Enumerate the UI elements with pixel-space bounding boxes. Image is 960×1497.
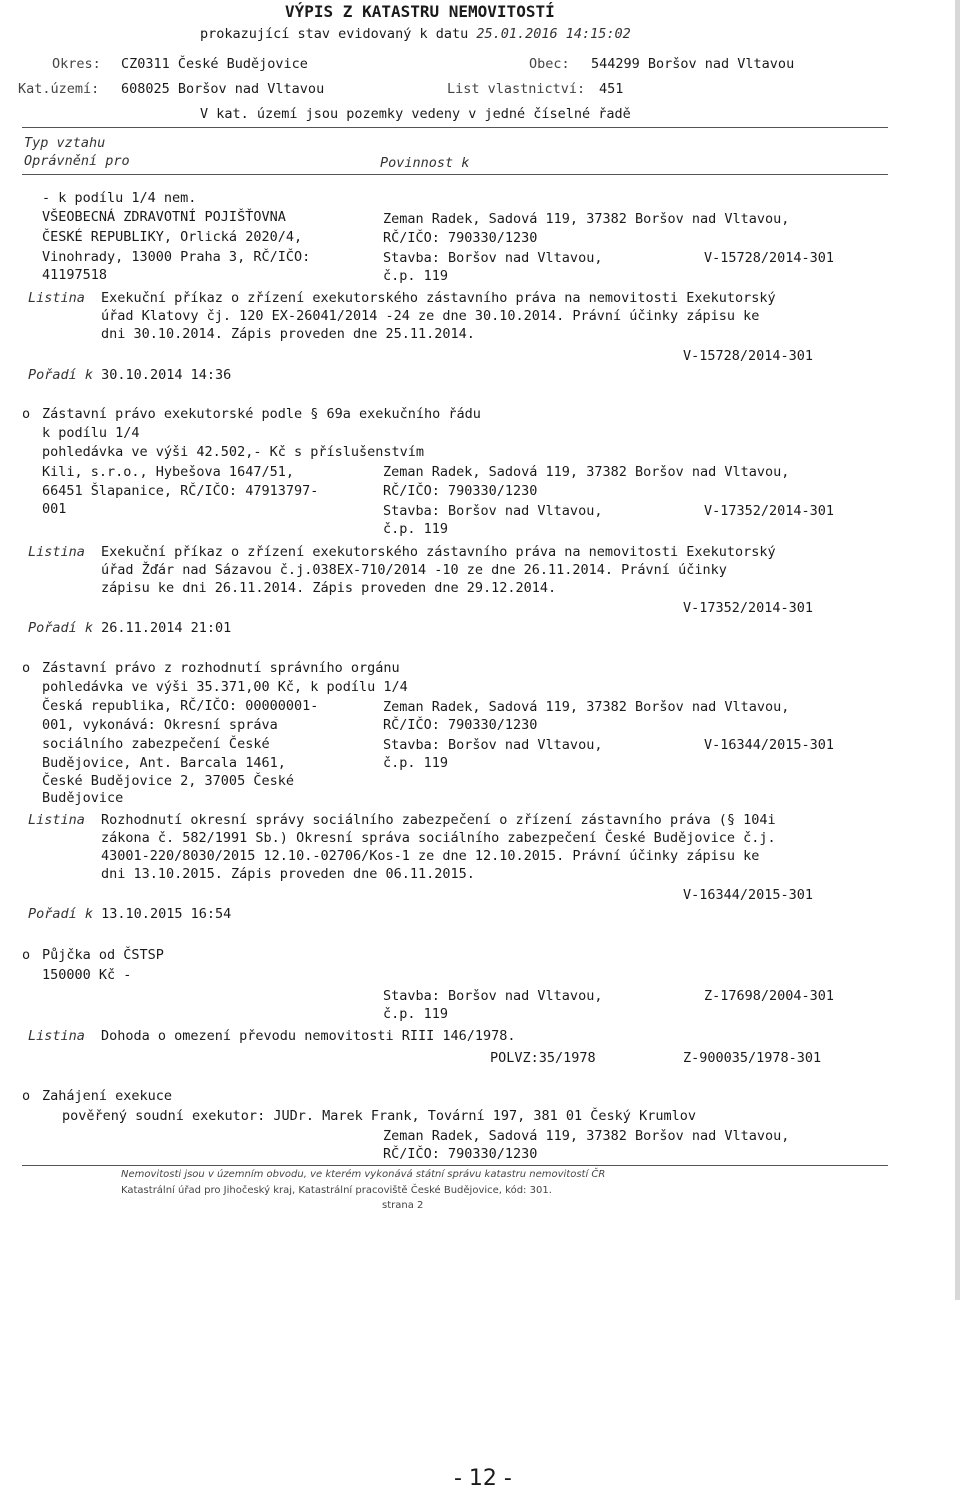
listina-text: Exekuční příkaz o zřízení exekutorského zástavního práva na nemovitosti Exekutorský xyxy=(101,544,776,560)
listina-text: úřad Klatovy čj. 120 EX-26041/2014 -24 ze dne 30.10.2014. Právní účinky zápisu ke xyxy=(101,308,760,324)
entry-party-right: Zeman Radek, Sadová 119, 37382 Boršov nad Vltavou, xyxy=(383,211,790,227)
listina-text: zápisu ke dni 26.11.2014. Zápis proveden dne 29.12.2014. xyxy=(101,580,557,596)
bullet-icon: o xyxy=(22,660,31,676)
katuzemi-value: 608025 Boršov nad Vltavou xyxy=(121,81,325,97)
entry-party-right: Zeman Radek, Sadová 119, 37382 Boršov nad Vltavou, xyxy=(383,1128,790,1144)
entry-party-left: Česká republika, RČ/IČO: 00000001- xyxy=(42,698,319,714)
entry-party-right: č.p. 119 xyxy=(383,521,449,537)
listina-label: Listina xyxy=(28,1028,85,1044)
okres-value: CZ0311 České Budějovice xyxy=(121,56,308,72)
column-typ-vztahu: Typ vztahu xyxy=(24,135,106,151)
entry-party-left: 001 xyxy=(42,501,67,517)
subtitle-date: 25.01.2016 14:15:02 xyxy=(476,26,631,42)
entry-party-left: České Budějovice 2, 37005 České xyxy=(42,773,294,789)
entry-party-left: Vinohrady, 13000 Praha 3, RČ/IČO: xyxy=(42,249,311,265)
listina-text: úřad Žďár nad Sázavou č.j.038EX-710/2014 -10 ze dne 26.11.2014. Právní účinky xyxy=(101,562,727,578)
divider xyxy=(22,1165,888,1166)
entry-heading: 150000 Kč - xyxy=(42,967,132,983)
poradi-value: 30.10.2014 14:36 xyxy=(101,367,232,383)
entry-party-left: ČESKÉ REPUBLIKY, Orlická 2020/4, xyxy=(42,229,303,245)
entry-party-left: Budějovice xyxy=(42,790,124,806)
polvz: POLVZ:35/1978 xyxy=(490,1050,596,1066)
entry-party-left: 66451 Šlapanice, RČ/IČO: 47913797- xyxy=(42,483,319,499)
entry-party-left: sociálního zabezpečení České xyxy=(42,736,270,752)
poradi xyxy=(28,905,231,923)
entry-party-right: Stavba: Boršov nad Vltavou, xyxy=(383,988,603,1004)
entry-heading: Zástavní právo exekutorské podle § 69a exekučního řádu xyxy=(42,406,481,422)
scan-edge xyxy=(955,0,960,1300)
column-povinnost-k: Povinnost k xyxy=(380,155,470,171)
entry-ref: V-16344/2015-301 xyxy=(704,737,835,753)
list-value: 451 xyxy=(599,81,624,97)
entry-heading: pohledávka ve výši 42.502,- Kč s příslušenstvím xyxy=(42,444,425,460)
entry-party-left: 001, vykonává: Okresní správa xyxy=(42,717,278,733)
katuzemi-label: Kat.území: xyxy=(18,81,100,97)
listina-text: dni 13.10.2015. Zápis proveden dne 06.11.2015. xyxy=(101,866,475,882)
listina-ref: V-15728/2014-301 xyxy=(683,348,814,364)
listina-label: Listina xyxy=(28,544,85,560)
poradi-value: 13.10.2015 16:54 xyxy=(101,906,232,922)
listina-text: Exekuční příkaz o zřízení exekutorského zástavního práva na nemovitosti Exekutorský xyxy=(101,290,776,306)
poradi xyxy=(28,366,231,384)
footer-line-1: Nemovitosti jsou v územním obvodu, ve kterém vykonává státní správu katastru nemovitostí ČR xyxy=(121,1169,606,1180)
document-title: VÝPIS Z KATASTRU NEMOVITOSTÍ xyxy=(285,2,555,21)
okres-label: Okres: xyxy=(52,56,101,72)
listina-text: dni 30.10.2014. Zápis proveden dne 25.11.2014. xyxy=(101,326,475,342)
poradi-label: Pořadí k xyxy=(28,367,94,383)
entry-party-right: č.p. 119 xyxy=(383,1006,449,1022)
listina-ref: V-17352/2014-301 xyxy=(683,600,814,616)
entry-heading: Zástavní právo z rozhodnutí správního orgánu xyxy=(42,660,400,676)
entry-share: - k podílu 1/4 nem. xyxy=(42,190,197,206)
entry-party-right: Zeman Radek, Sadová 119, 37382 Boršov nad Vltavou, xyxy=(383,699,790,715)
footer-line-2: Katastrální úřad pro Jihočeský kraj, Katastrální pracoviště České Budějovice, kód: 301. xyxy=(121,1185,552,1196)
listina-text: Rozhodnutí okresní správy sociálního zabezpečení o zřízení zástavního práva (§ 104i xyxy=(101,812,776,828)
entry-heading: k podílu 1/4 xyxy=(42,425,140,441)
listina-text: 43001-220/8030/2015 12.10.-02706/Kos-1 ze dne 12.10.2015. Právní účinky zápisu ke xyxy=(101,848,760,864)
entry-party-left: 41197518 xyxy=(42,267,108,283)
listina-label: Listina xyxy=(28,290,85,306)
poradi-label: Pořadí k xyxy=(28,620,94,636)
entry-party-left: Kili, s.r.o., Hybešova 1647/51, xyxy=(42,464,294,480)
list-label: List vlastnictví: xyxy=(447,81,586,97)
divider xyxy=(22,174,888,175)
listina-text: zákona č. 582/1991 Sb.) Okresní správa sociálního zabezpečení České Budějovice č.j. xyxy=(101,830,776,846)
page-number: - 12 - xyxy=(454,1466,512,1491)
entry-party-right: Zeman Radek, Sadová 119, 37382 Boršov nad Vltavou, xyxy=(383,464,790,480)
entry-ref: V-15728/2014-301 xyxy=(704,250,835,266)
entry-party-left: Budějovice, Ant. Barcala 1461, xyxy=(42,755,286,771)
entry-party-right: RČ/IČO: 790330/1230 xyxy=(383,483,538,499)
obec-label: Obec: xyxy=(529,56,570,72)
header-note: V kat. území jsou pozemky vedeny v jedné číselné řadě xyxy=(200,106,631,122)
entry-ref: V-17352/2014-301 xyxy=(704,503,835,519)
entry-party-right: Stavba: Boršov nad Vltavou, xyxy=(383,503,603,519)
poradi xyxy=(28,619,231,637)
bullet-icon: o xyxy=(22,947,31,963)
entry-party-right: Stavba: Boršov nad Vltavou, xyxy=(383,250,603,266)
entry-heading: Zahájení exekuce xyxy=(42,1088,173,1104)
poradi-label: Pořadí k xyxy=(28,906,94,922)
entry-party-right: RČ/IČO: 790330/1230 xyxy=(383,1146,538,1162)
footer-page-label: strana 2 xyxy=(382,1200,424,1211)
listina-ref: V-16344/2015-301 xyxy=(683,887,814,903)
bullet-icon: o xyxy=(22,1088,31,1104)
listina-label: Listina xyxy=(28,812,85,828)
listina-ref: Z-900035/1978-301 xyxy=(683,1050,822,1066)
entry-party-right: RČ/IČO: 790330/1230 xyxy=(383,230,538,246)
divider xyxy=(22,127,888,128)
entry-heading: pohledávka ve výši 35.371,00 Kč, k podílu 1/4 xyxy=(42,679,408,695)
column-opravneni-pro: Oprávnění pro xyxy=(24,153,130,169)
obec-value: 544299 Boršov nad Vltavou xyxy=(591,56,795,72)
entry-party-right: RČ/IČO: 790330/1230 xyxy=(383,717,538,733)
entry-party-right: č.p. 119 xyxy=(383,268,449,284)
entry-party-left: VŠEOBECNÁ ZDRAVOTNÍ POJIŠŤOVNA xyxy=(42,209,286,225)
entry-party-right: Stavba: Boršov nad Vltavou, xyxy=(383,737,603,753)
listina-text: Dohoda o omezení převodu nemovitosti RIII 146/1978. xyxy=(101,1028,516,1044)
poradi-value: 26.11.2014 21:01 xyxy=(101,620,232,636)
entry-line: pověřený soudní exekutor: JUDr. Marek Frank, Tovární 197, 381 01 Český Krumlov xyxy=(62,1108,696,1124)
entry-ref: Z-17698/2004-301 xyxy=(704,988,835,1004)
document-subtitle xyxy=(200,25,631,43)
bullet-icon: o xyxy=(22,406,31,422)
subtitle-prefix: prokazující stav evidovaný k datu xyxy=(200,26,469,42)
entry-party-right: č.p. 119 xyxy=(383,755,449,771)
entry-heading: Půjčka od ČSTSP xyxy=(42,947,164,963)
